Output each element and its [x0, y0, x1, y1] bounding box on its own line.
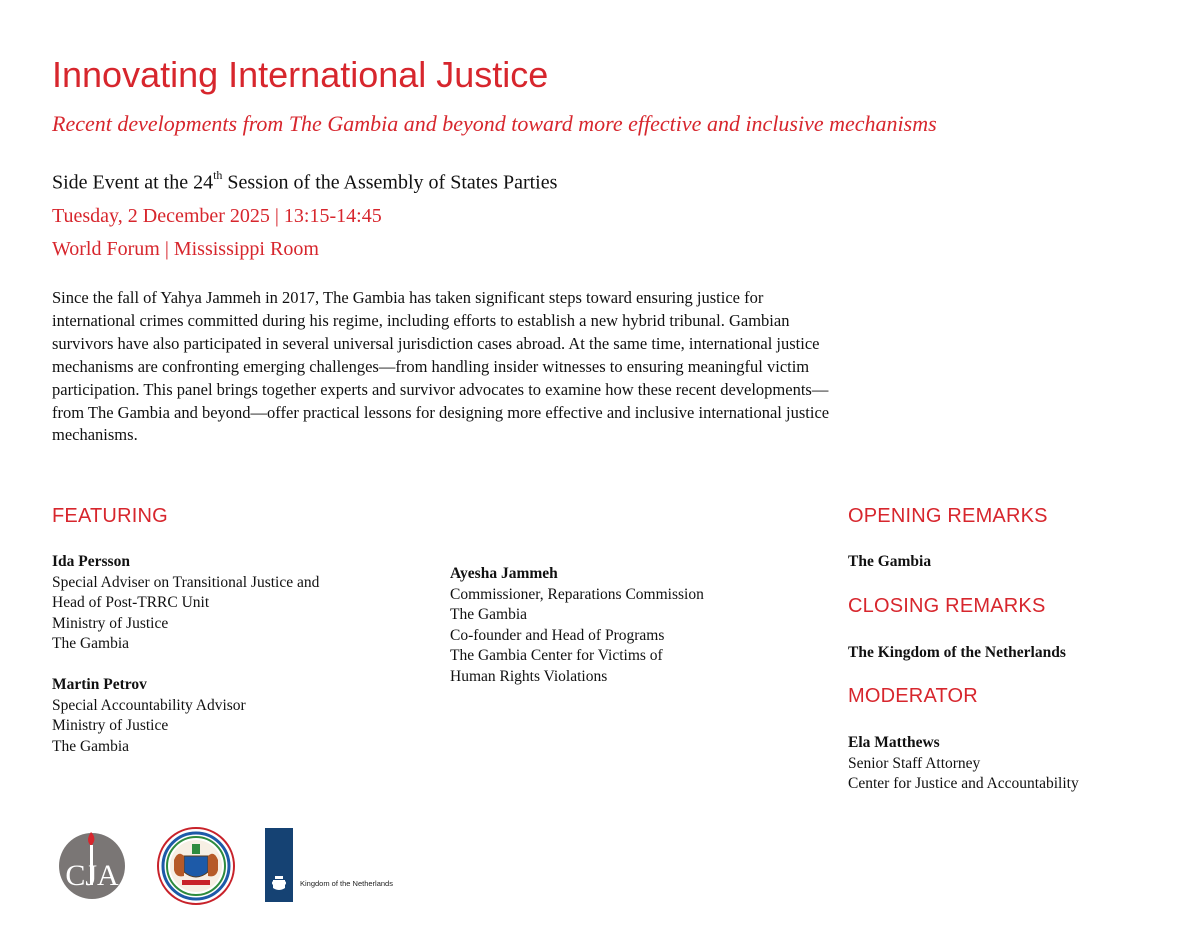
- event-venue: World Forum | Mississippi Room: [52, 238, 319, 260]
- netherlands-crest-icon: [265, 828, 293, 902]
- gambia-seal-logo: [156, 826, 236, 906]
- moderator-name: Ela Matthews: [848, 734, 940, 751]
- speaker-line: Co-founder and Head of Programs: [450, 626, 665, 644]
- speaker-line: Commissioner, Reparations Commission: [450, 585, 704, 603]
- netherlands-logo-text: Kingdom of the Netherlands: [300, 879, 393, 888]
- closing-remarks-name: The Kingdom of the Netherlands: [848, 644, 1066, 661]
- speaker-line: The Gambia: [52, 737, 130, 755]
- speaker-name: Ida Persson: [52, 553, 130, 570]
- speaker-line: The Gambia: [450, 606, 528, 624]
- cja-logo-icon: [56, 828, 128, 900]
- opening-remarks-heading: OPENING REMARKS: [848, 505, 1048, 527]
- speaker-line: Special Adviser on Transitional Justice and: [52, 573, 320, 591]
- speaker-line: The Gambia: [52, 635, 130, 653]
- cja-logo: [56, 828, 128, 900]
- moderator-line: Senior Staff Attorney: [848, 754, 981, 772]
- opening-remarks-speaker: [848, 552, 931, 573]
- speaker-line: Ministry of Justice: [52, 614, 169, 632]
- side-event-prefix: Side Event at the 24: [52, 171, 214, 194]
- speaker-ayesha-jammeh: [450, 564, 704, 688]
- speaker-name: Ayesha Jammeh: [450, 565, 558, 582]
- speaker-name: Martin Petrov: [52, 676, 147, 693]
- side-event-superscript: th: [213, 168, 223, 182]
- gambia-seal-icon: [156, 826, 236, 906]
- speaker-ida-persson: [52, 552, 319, 655]
- side-event-line: [52, 170, 557, 195]
- side-event-suffix: Session of the Assembly of States Parties: [222, 171, 558, 194]
- speaker-line: Special Accountability Advisor: [52, 696, 246, 714]
- closing-remarks-speaker: [848, 643, 1066, 664]
- closing-remarks-heading: CLOSING REMARKS: [848, 595, 1046, 617]
- speaker-line: The Gambia Center for Victims of: [450, 647, 663, 665]
- event-description: Since the fall of Yahya Jammeh in 2017, The Gambia has taken significant steps toward ensuring justice for international crimes committed during his regime, including efforts to establish a new hybrid tribunal. Gambian survivors have also participated in several universal jurisdiction cases abroad. At the same time, international justice mechanisms are confronting emerging challenges—from handling insider witnesses to ensuring meaningful victim participation. This panel brings together experts and survivor advocates to examine how these recent developments—from The Gambia and beyond—offer practical lessons for designing more effective and inclusive international justice mechanisms.: [52, 288, 830, 445]
- moderator-line: Center for Justice and Accountability: [848, 775, 1079, 793]
- opening-remarks-name: The Gambia: [848, 553, 932, 570]
- featuring-heading: FEATURING: [52, 505, 168, 527]
- speaker-line: Human Rights Violations: [450, 667, 608, 685]
- moderator-speaker: [848, 733, 1079, 795]
- page-subtitle: Recent developments from The Gambia and beyond toward more effective and inclusive mechanisms: [52, 111, 937, 136]
- moderator-heading: MODERATOR: [848, 685, 978, 707]
- cja-logo-text: CJA: [65, 859, 119, 892]
- speaker-line: Head of Post-TRRC Unit: [52, 594, 210, 612]
- event-date: Tuesday, 2 December 2025 | 13:15-14:45: [52, 205, 382, 227]
- speaker-line: Ministry of Justice: [52, 717, 169, 735]
- netherlands-logo-bar: [265, 828, 293, 902]
- speaker-martin-petrov: [52, 675, 246, 757]
- page-title: Innovating International Justice: [52, 54, 549, 95]
